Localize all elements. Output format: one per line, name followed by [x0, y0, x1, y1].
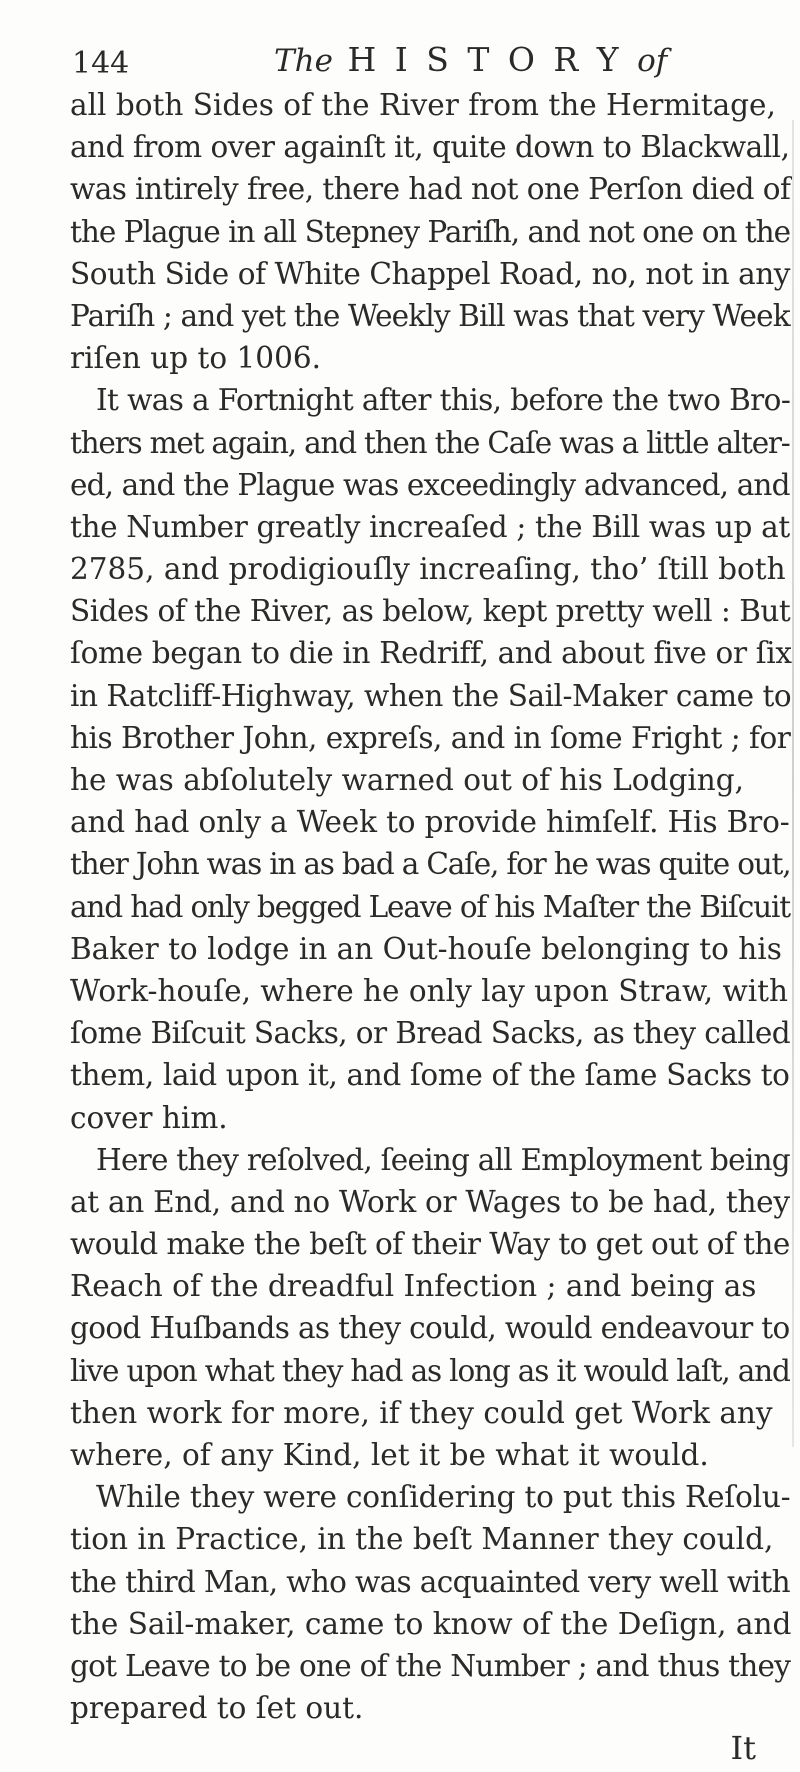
- page-header: [70, 40, 770, 84]
- text-line: the Number greatly increaſed ; the Bill was up at: [70, 509, 790, 544]
- running-head-prefix: The: [274, 43, 333, 79]
- text-line: in Ratcliff-Highway, when the Sail-Maker came to: [70, 678, 792, 713]
- text-line: them, laid upon it, and ſome of the ſame Sacks to: [70, 1058, 790, 1093]
- text-line: would make the beſt of their Way to get out of the: [70, 1227, 790, 1262]
- text-line: the third Man, who was acquainted very well with: [70, 1564, 790, 1599]
- text-line: live upon what they had as long as it would laſt, and: [70, 1353, 790, 1388]
- text-line: the Plague in all Stepney Pariſh, and not one on the: [70, 214, 791, 249]
- text-line: ed, and the Plague was exceedingly advanced, and: [70, 467, 790, 502]
- text-line: got Leave to be one of the Number ; and thus they: [70, 1648, 791, 1683]
- text-line: cover him.: [70, 1100, 228, 1135]
- text-line: and from over againſt it, quite down to Blackwall,: [70, 130, 790, 165]
- text-line: prepared to ſet out.: [70, 1691, 364, 1726]
- text-line: and had only a Week to provide himſelf. His Bro-: [70, 805, 790, 840]
- text-line: riſen up to 1006.: [70, 341, 321, 376]
- running-head-title: H I S T O R Y: [347, 40, 623, 79]
- text-line: he was abſolutely warned out of his Lodging,: [70, 763, 745, 797]
- text-line: It was a Fortnight after this, before the two Bro-: [96, 383, 791, 418]
- text-line: good Huſbands as they could, would endeavour to: [70, 1311, 790, 1346]
- text-line: Baker to lodge in an Out-houſe belonging to his: [70, 931, 782, 966]
- text-line: ther John was in as bad a Caſe, for he was quite out,: [70, 847, 791, 882]
- page-edge-shadow: [792, 120, 794, 1447]
- text-line: and had only begged Leave of his Maſter the Biſcuit: [70, 889, 790, 924]
- text-line: was intirely free, there had not one Perſon died of: [70, 172, 791, 207]
- text-line: Work-houſe, where he only lay upon Straw, with: [70, 973, 788, 1008]
- text-line: his Brother John, expreſs, and in ſome Fright ; for: [70, 720, 791, 755]
- running-head-suffix: of: [637, 43, 668, 79]
- text-line: where, of any Kind, let it be what it would.: [70, 1438, 709, 1472]
- text-line: Here they reſolved, ſeeing all Employment being: [96, 1142, 790, 1177]
- catchword: It: [730, 1729, 756, 1768]
- text-line: Sides of the River, as below, kept pretty well : But: [70, 594, 791, 629]
- text-line: then work for more, if they could get Work any: [70, 1395, 773, 1430]
- text-line: at an End, and no Work or Wages to be had, they: [70, 1184, 790, 1219]
- text-line: ſome began to die in Redriff, and about five or ſix: [70, 636, 792, 671]
- text-line: the Sail-maker, came to know of the Deſign, and: [70, 1606, 792, 1641]
- running-head: [274, 40, 667, 79]
- text-line: thers met again, and then the Caſe was a little alter-: [70, 425, 790, 460]
- text-line: tion in Practice, in the beſt Manner they could,: [70, 1522, 774, 1557]
- text-line: 2785, and prodigiouſly increaſing, tho’ ſtill both: [70, 552, 786, 587]
- text-line: Reach of the dreadful Infection ; and being as: [70, 1269, 757, 1304]
- text-line: Pariſh ; and yet the Weekly Bill was that very Week: [70, 298, 790, 333]
- text-line: South Side of White Chappel Road, no, not in any: [70, 256, 791, 291]
- text-line: While they were conſidering to put this Reſolu-: [96, 1480, 791, 1515]
- text-line: ſome Biſcuit Sacks, or Bread Sacks, as they called: [70, 1016, 790, 1051]
- page-number: 144: [72, 46, 130, 81]
- body-text: [70, 84, 790, 1729]
- text-line: all both Sides of the River from the Hermitage,: [70, 88, 776, 122]
